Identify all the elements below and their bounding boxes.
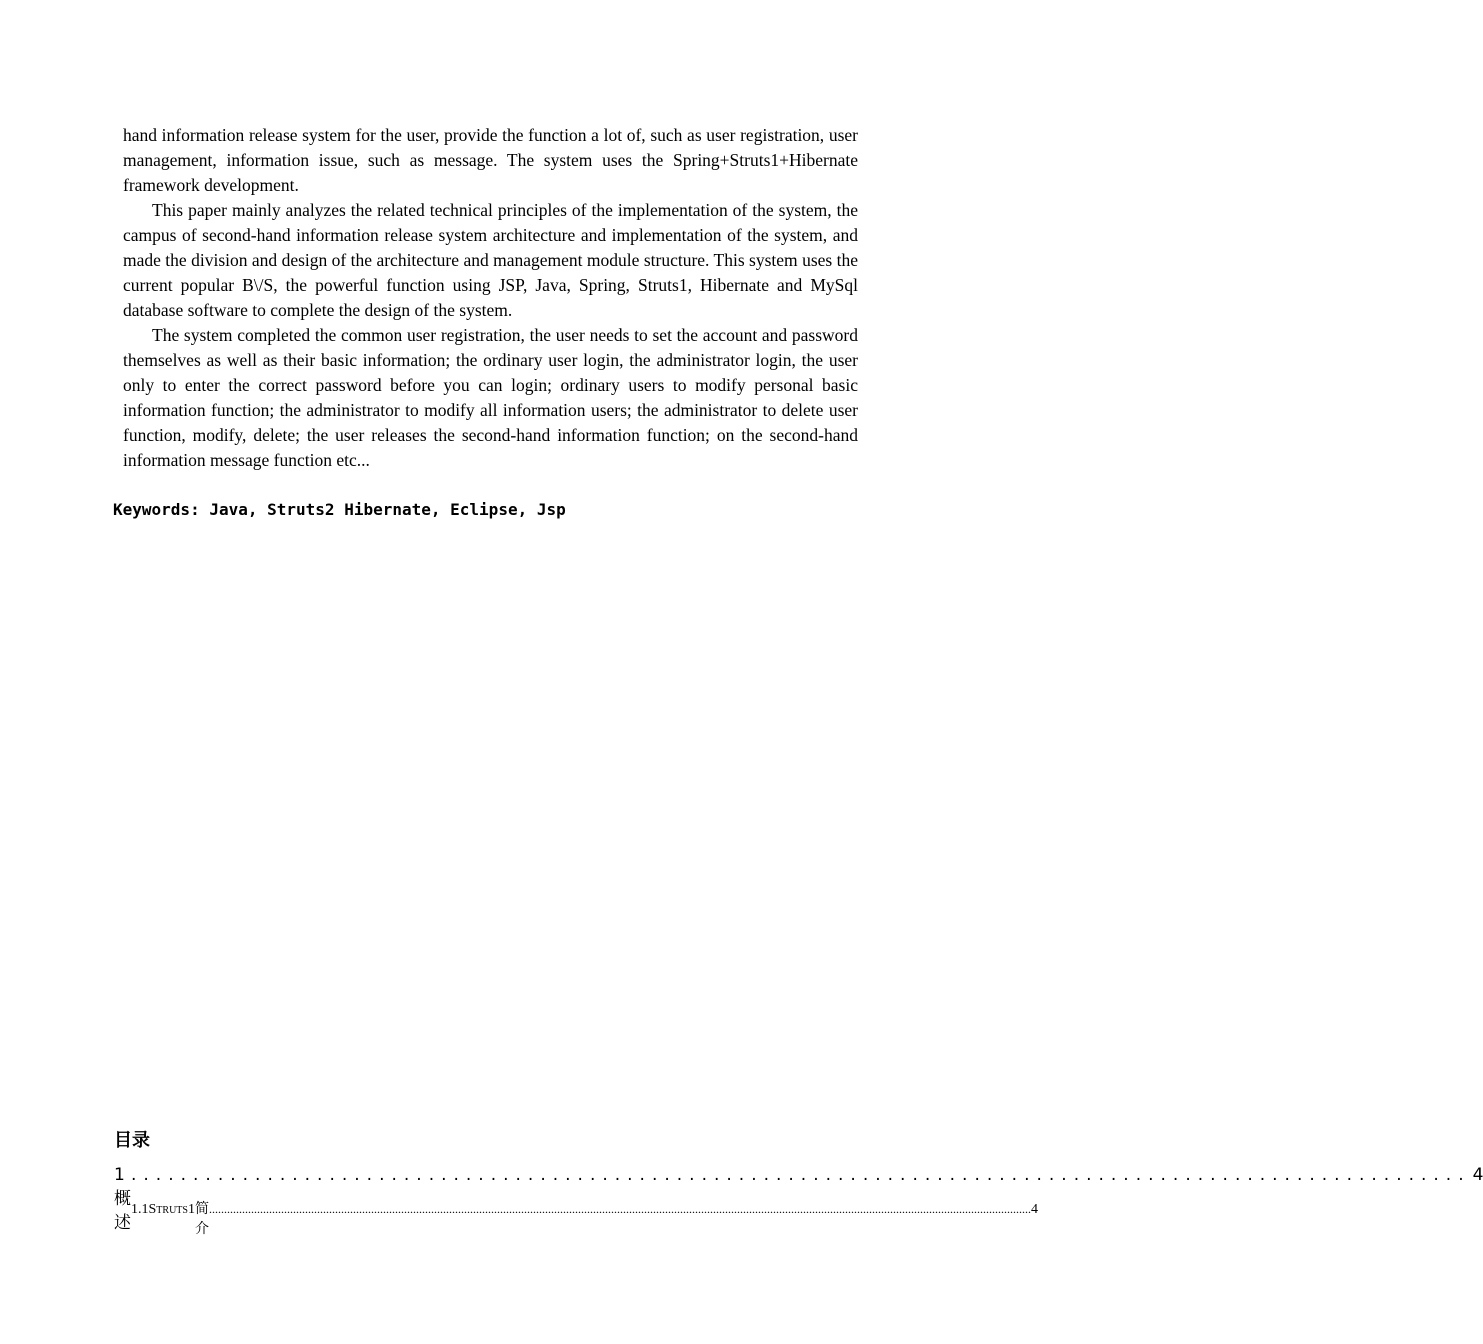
toc-entry-page: 4 (1030, 1202, 1038, 1217)
toc-dot-leader: ............................................................................................................ (131, 1165, 1471, 1185)
toc-entry-label: 1 概述 (114, 1165, 131, 1233)
abstract-body (123, 123, 858, 473)
toc-entry-suffix: 简介 (194, 1202, 209, 1237)
keywords-line: Keywords: Java, Struts2 Hibernate, Eclipse, Jsp (113, 500, 566, 519)
toc-entry-name: Struts1 (148, 1202, 195, 1217)
toc-entry[interactable] (131, 1199, 1038, 1240)
toc-dot-leader: .................................................................................................................................................................................................................................................................................. (208, 1202, 1031, 1216)
abstract-paragraph: hand information release system for the user, provide the function a lot of, such as user registration, user management, information issue, such as message. The system uses the Spring+Struts1+Hibernate framework development. (123, 125, 858, 195)
toc-entry-number: 1.1 (131, 1202, 149, 1217)
toc-title: 目录 (114, 1130, 150, 1151)
abstract-paragraph: The system completed the common user registration, the user needs to set the account and password themselves as well as their basic information; the ordinary user login, the administrator login, the user only to enter the correct password before you can login; ordinary users to modify personal basic information function; the administrator to modify all information users; the administrator to delete user function, modify, delete; the user releases the second-hand information function; on the second-hand information message function etc... (123, 325, 858, 470)
abstract-paragraph: This paper mainly analyzes the related technical principles of the implementation of the system, the campus of second-hand information release system architecture and implementation of the system, and made the division and design of the architecture and management module structure. This system uses the current popular B\/S, the powerful function using JSP, Java, Spring, Struts1, Hibernate and MySql database software to complete the design of the system. (123, 200, 858, 320)
toc-entry-page: 4 (1472, 1165, 1483, 1185)
